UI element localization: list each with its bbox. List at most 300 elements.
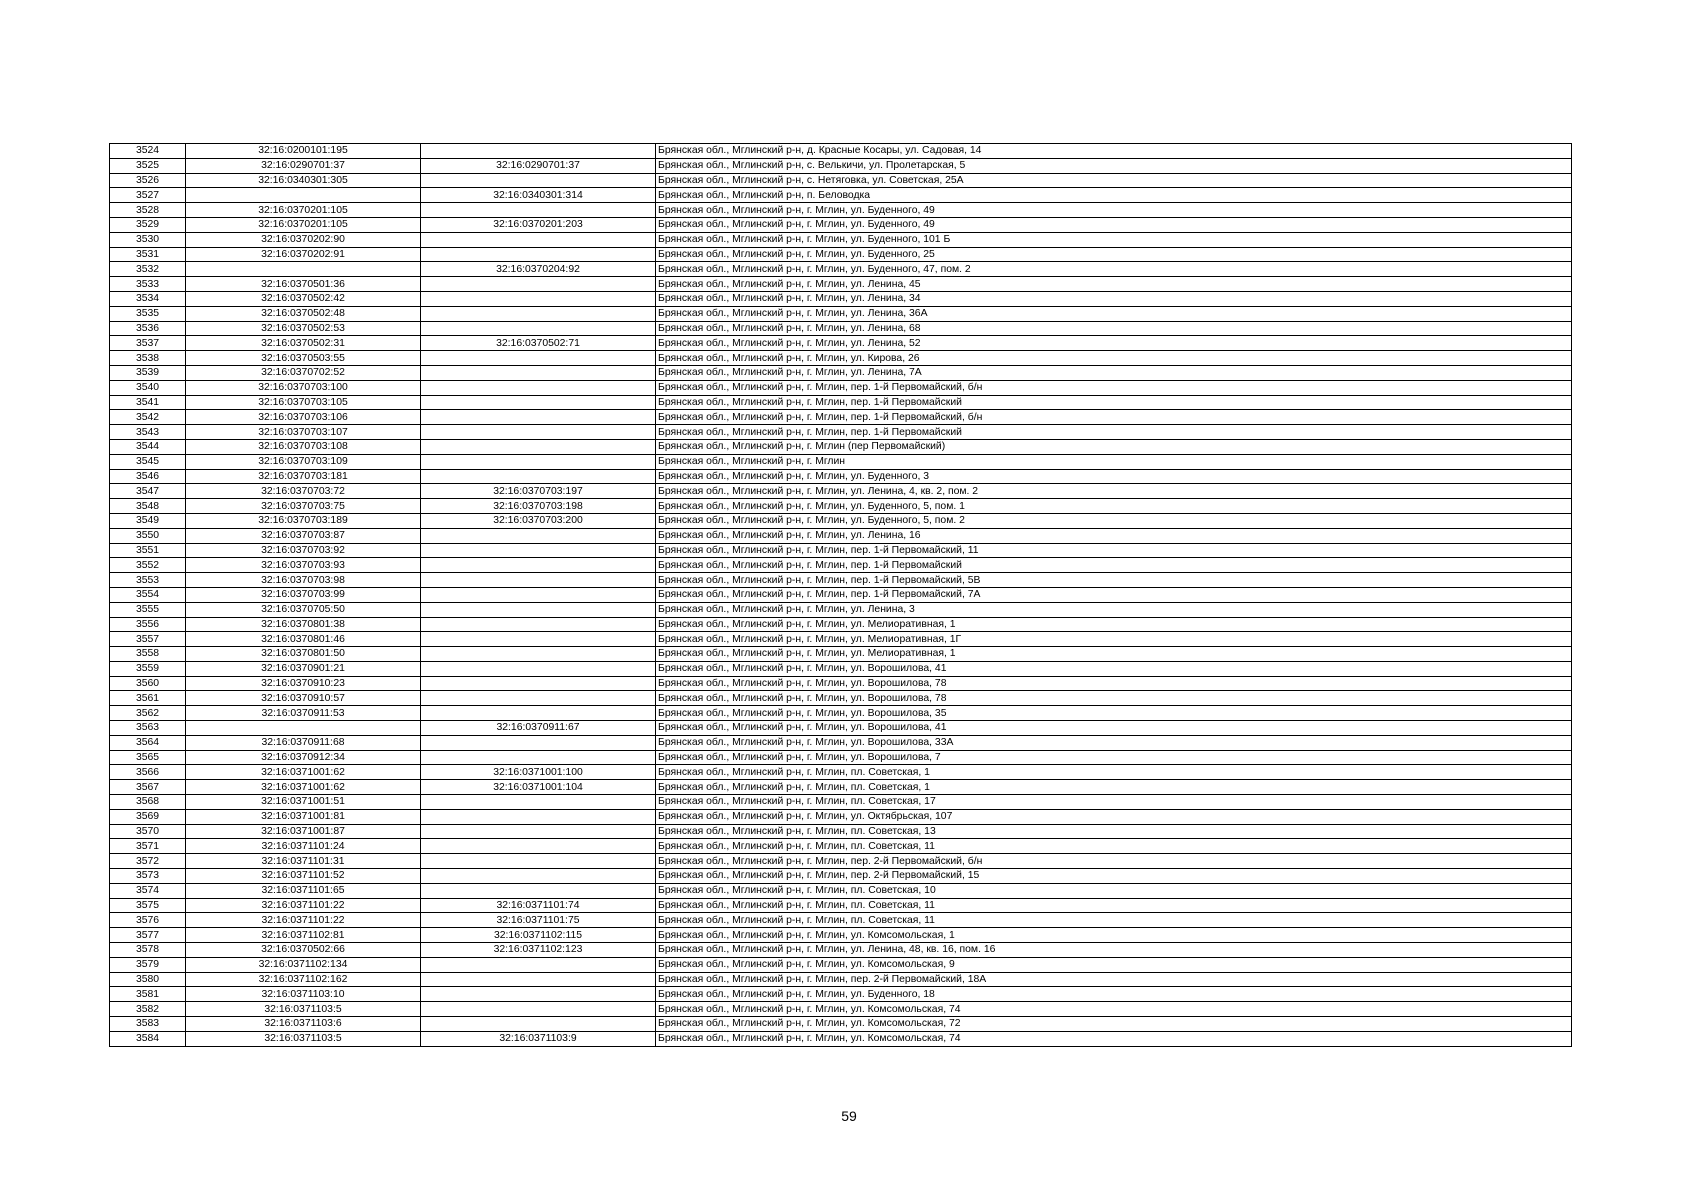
cadastral-number-cell: 32:16:0370801:38: [186, 617, 421, 632]
table-row: [110, 691, 1572, 706]
related-cadastral-number-cell: 32:16:0370703:197: [421, 484, 656, 499]
address-cell: Брянская обл., Мглинский р-н, г. Мглин, ул. Буденного, 18: [656, 987, 1572, 1002]
cadastral-number-cell: 32:16:0371102:162: [186, 972, 421, 987]
cadastral-number-cell: 32:16:0370202:91: [186, 247, 421, 262]
address-cell: Брянская обл., Мглинский р-н, г. Мглин, ул. Ленина, 16: [656, 528, 1572, 543]
related-cadastral-number-cell: [421, 528, 656, 543]
cadastral-number-cell: 32:16:0370201:105: [186, 217, 421, 232]
related-cadastral-number-cell: [421, 291, 656, 306]
cadastral-number-cell: 32:16:0371102:81: [186, 928, 421, 943]
related-cadastral-number-cell: [421, 173, 656, 188]
related-cadastral-number-cell: [421, 972, 656, 987]
related-cadastral-number-cell: [421, 1017, 656, 1032]
row-number-cell: 3532: [110, 262, 186, 277]
related-cadastral-number-cell: [421, 632, 656, 647]
table-row: [110, 454, 1572, 469]
related-cadastral-number-cell: [421, 277, 656, 292]
table-row: [110, 587, 1572, 602]
related-cadastral-number-cell: [421, 232, 656, 247]
cadastral-number-cell: [186, 262, 421, 277]
address-cell: Брянская обл., Мглинский р-н, г. Мглин, пер. 1-й Первомайский, 5В: [656, 573, 1572, 588]
row-number-cell: 3576: [110, 913, 186, 928]
related-cadastral-number-cell: [421, 454, 656, 469]
address-cell: Брянская обл., Мглинский р-н, г. Мглин, пер. 1-й Первомайский: [656, 425, 1572, 440]
row-number-cell: 3558: [110, 647, 186, 662]
row-number-cell: 3564: [110, 735, 186, 750]
row-number-cell: 3584: [110, 1031, 186, 1046]
related-cadastral-number-cell: 32:16:0371102:123: [421, 943, 656, 958]
row-number-cell: 3562: [110, 706, 186, 721]
related-cadastral-number-cell: 32:16:0290701:37: [421, 158, 656, 173]
table-row: [110, 484, 1572, 499]
related-cadastral-number-cell: [421, 543, 656, 558]
related-cadastral-number-cell: [421, 839, 656, 854]
cadastral-number-cell: 32:16:0371001:81: [186, 809, 421, 824]
cadastral-number-cell: 32:16:0370801:46: [186, 632, 421, 647]
row-number-cell: 3571: [110, 839, 186, 854]
table-row: [110, 558, 1572, 573]
address-cell: Брянская обл., Мглинский р-н, г. Мглин, ул. Ленина, 45: [656, 277, 1572, 292]
cadastral-number-cell: 32:16:0370502:31: [186, 336, 421, 351]
cadastral-number-cell: 32:16:0371001:62: [186, 780, 421, 795]
address-cell: Брянская обл., Мглинский р-н, г. Мглин, пер. 2-й Первомайский, б/н: [656, 854, 1572, 869]
table-row: [110, 721, 1572, 736]
row-number-cell: 3540: [110, 380, 186, 395]
cadastral-number-cell: 32:16:0370501:36: [186, 277, 421, 292]
table-row: [110, 632, 1572, 647]
row-number-cell: 3549: [110, 513, 186, 528]
related-cadastral-number-cell: [421, 617, 656, 632]
table-row: [110, 365, 1572, 380]
address-cell: Брянская обл., Мглинский р-н, г. Мглин, ул. Буденного, 49: [656, 203, 1572, 218]
table-row: [110, 913, 1572, 928]
address-cell: Брянская обл., Мглинский р-н, с. Нетяговка, ул. Советская, 25А: [656, 173, 1572, 188]
related-cadastral-number-cell: 32:16:0371001:100: [421, 765, 656, 780]
table-row: [110, 380, 1572, 395]
cadastral-number-cell: 32:16:0370703:109: [186, 454, 421, 469]
related-cadastral-number-cell: [421, 321, 656, 336]
related-cadastral-number-cell: [421, 1002, 656, 1017]
cadastral-number-cell: 32:16:0371101:31: [186, 854, 421, 869]
cadastral-number-cell: 32:16:0370703:75: [186, 499, 421, 514]
cadastral-number-cell: 32:16:0370202:90: [186, 232, 421, 247]
row-number-cell: 3535: [110, 306, 186, 321]
row-number-cell: 3553: [110, 573, 186, 588]
related-cadastral-number-cell: [421, 351, 656, 366]
cadastral-number-cell: 32:16:0370703:107: [186, 425, 421, 440]
address-cell: Брянская обл., Мглинский р-н, п. Беловодка: [656, 188, 1572, 203]
related-cadastral-number-cell: 32:16:0370502:71: [421, 336, 656, 351]
related-cadastral-number-cell: 32:16:0370204:92: [421, 262, 656, 277]
related-cadastral-number-cell: 32:16:0370201:203: [421, 217, 656, 232]
row-number-cell: 3580: [110, 972, 186, 987]
row-number-cell: 3557: [110, 632, 186, 647]
row-number-cell: 3542: [110, 410, 186, 425]
table-row: [110, 203, 1572, 218]
table-row: [110, 321, 1572, 336]
related-cadastral-number-cell: [421, 439, 656, 454]
table-row: [110, 943, 1572, 958]
related-cadastral-number-cell: [421, 957, 656, 972]
cadastral-number-cell: 32:16:0371103:10: [186, 987, 421, 1002]
table-row: [110, 247, 1572, 262]
related-cadastral-number-cell: [421, 869, 656, 884]
cadastral-number-cell: 32:16:0370703:98: [186, 573, 421, 588]
table-row: [110, 928, 1572, 943]
table-row: [110, 883, 1572, 898]
row-number-cell: 3579: [110, 957, 186, 972]
table-row: [110, 188, 1572, 203]
table-row: [110, 809, 1572, 824]
row-number-cell: 3527: [110, 188, 186, 203]
table-row: [110, 839, 1572, 854]
address-cell: Брянская обл., Мглинский р-н, г. Мглин, пер. 2-й Первомайский, 15: [656, 869, 1572, 884]
address-cell: Брянская обл., Мглинский р-н, г. Мглин, пл. Советская, 1: [656, 780, 1572, 795]
table-row: [110, 824, 1572, 839]
related-cadastral-number-cell: [421, 425, 656, 440]
address-cell: Брянская обл., Мглинский р-н, г. Мглин, ул. Буденного, 101 Б: [656, 232, 1572, 247]
row-number-cell: 3559: [110, 661, 186, 676]
cadastral-number-cell: 32:16:0371001:62: [186, 765, 421, 780]
table-row: [110, 780, 1572, 795]
cadastral-number-cell: 32:16:0370911:53: [186, 706, 421, 721]
table-row: [110, 306, 1572, 321]
related-cadastral-number-cell: [421, 809, 656, 824]
cadastral-number-cell: 32:16:0370502:66: [186, 943, 421, 958]
address-cell: Брянская обл., Мглинский р-н, г. Мглин, пл. Советская, 10: [656, 883, 1572, 898]
related-cadastral-number-cell: [421, 661, 656, 676]
address-cell: Брянская обл., Мглинский р-н, г. Мглин, ул. Буденного, 49: [656, 217, 1572, 232]
related-cadastral-number-cell: [421, 144, 656, 159]
related-cadastral-number-cell: [421, 795, 656, 810]
address-cell: Брянская обл., Мглинский р-н, г. Мглин, ул. Ворошилова, 33А: [656, 735, 1572, 750]
table-row: [110, 898, 1572, 913]
related-cadastral-number-cell: [421, 469, 656, 484]
table-row: [110, 869, 1572, 884]
table-row: [110, 425, 1572, 440]
table-row: [110, 765, 1572, 780]
address-cell: Брянская обл., Мглинский р-н, г. Мглин, ул. Ленина, 68: [656, 321, 1572, 336]
row-number-cell: 3574: [110, 883, 186, 898]
address-cell: Брянская обл., Мглинский р-н, г. Мглин, ул. Мелиоративная, 1: [656, 617, 1572, 632]
row-number-cell: 3556: [110, 617, 186, 632]
cadastral-number-cell: 32:16:0371101:24: [186, 839, 421, 854]
address-cell: Брянская обл., Мглинский р-н, г. Мглин, ул. Комсомольская, 1: [656, 928, 1572, 943]
row-number-cell: 3539: [110, 365, 186, 380]
table-row: [110, 513, 1572, 528]
row-number-cell: 3530: [110, 232, 186, 247]
row-number-cell: 3551: [110, 543, 186, 558]
related-cadastral-number-cell: [421, 573, 656, 588]
table-row: [110, 972, 1572, 987]
cadastral-number-cell: 32:16:0370703:100: [186, 380, 421, 395]
table-row: [110, 144, 1572, 159]
cadastral-number-cell: 32:16:0371101:52: [186, 869, 421, 884]
related-cadastral-number-cell: [421, 306, 656, 321]
cadastral-number-cell: 32:16:0370702:52: [186, 365, 421, 380]
address-cell: Брянская обл., Мглинский р-н, г. Мглин, ул. Октябрьская, 107: [656, 809, 1572, 824]
related-cadastral-number-cell: [421, 395, 656, 410]
related-cadastral-number-cell: 32:16:0371001:104: [421, 780, 656, 795]
table-row: [110, 957, 1572, 972]
cadastral-number-cell: 32:16:0370703:92: [186, 543, 421, 558]
row-number-cell: 3573: [110, 869, 186, 884]
address-cell: Брянская обл., Мглинский р-н, г. Мглин, ул. Ворошилова, 41: [656, 661, 1572, 676]
related-cadastral-number-cell: [421, 247, 656, 262]
row-number-cell: 3537: [110, 336, 186, 351]
page-number: 59: [841, 1108, 857, 1124]
table-row: [110, 351, 1572, 366]
related-cadastral-number-cell: [421, 587, 656, 602]
table-row: [110, 232, 1572, 247]
cadastral-number-cell: 32:16:0371102:134: [186, 957, 421, 972]
table-row: [110, 262, 1572, 277]
table-row: [110, 469, 1572, 484]
cadastral-number-cell: 32:16:0290701:37: [186, 158, 421, 173]
cadastral-number-cell: 32:16:0370703:93: [186, 558, 421, 573]
row-number-cell: 3552: [110, 558, 186, 573]
row-number-cell: 3581: [110, 987, 186, 1002]
address-cell: Брянская обл., Мглинский р-н, г. Мглин, пер. 1-й Первомайский: [656, 395, 1572, 410]
related-cadastral-number-cell: [421, 735, 656, 750]
cadastral-number-cell: 32:16:0370911:68: [186, 735, 421, 750]
row-number-cell: 3570: [110, 824, 186, 839]
row-number-cell: 3578: [110, 943, 186, 958]
related-cadastral-number-cell: [421, 203, 656, 218]
cadastral-number-cell: 32:16:0370801:50: [186, 647, 421, 662]
table-row: [110, 410, 1572, 425]
cadastral-number-cell: 32:16:0370703:87: [186, 528, 421, 543]
related-cadastral-number-cell: 32:16:0340301:314: [421, 188, 656, 203]
row-number-cell: 3560: [110, 676, 186, 691]
address-cell: Брянская обл., Мглинский р-н, г. Мглин, ул. Мелиоративная, 1: [656, 647, 1572, 662]
table-row: [110, 217, 1572, 232]
row-number-cell: 3555: [110, 602, 186, 617]
related-cadastral-number-cell: [421, 558, 656, 573]
cadastral-number-cell: 32:16:0370705:50: [186, 602, 421, 617]
row-number-cell: 3550: [110, 528, 186, 543]
row-number-cell: 3543: [110, 425, 186, 440]
row-number-cell: 3567: [110, 780, 186, 795]
row-number-cell: 3526: [110, 173, 186, 188]
row-number-cell: 3563: [110, 721, 186, 736]
address-cell: Брянская обл., Мглинский р-н, г. Мглин, пл. Советская, 13: [656, 824, 1572, 839]
table-row: [110, 706, 1572, 721]
address-cell: Брянская обл., Мглинский р-н, г. Мглин, ул. Ворошилова, 78: [656, 676, 1572, 691]
row-number-cell: 3569: [110, 809, 186, 824]
address-cell: Брянская обл., Мглинский р-н, г. Мглин, ул. Комсомольская, 72: [656, 1017, 1572, 1032]
address-cell: Брянская обл., Мглинский р-н, г. Мглин, пер. 1-й Первомайский, 11: [656, 543, 1572, 558]
cadastral-number-cell: 32:16:0370503:55: [186, 351, 421, 366]
table-row: [110, 291, 1572, 306]
related-cadastral-number-cell: 32:16:0371101:75: [421, 913, 656, 928]
table-row: [110, 277, 1572, 292]
address-cell: Брянская обл., Мглинский р-н, г. Мглин, ул. Ворошилова, 41: [656, 721, 1572, 736]
row-number-cell: 3528: [110, 203, 186, 218]
table-row: [110, 795, 1572, 810]
table-row: [110, 573, 1572, 588]
address-cell: Брянская обл., Мглинский р-н, г. Мглин, ул. Ленина, 3: [656, 602, 1572, 617]
table-row: [110, 158, 1572, 173]
cadastral-number-cell: 32:16:0370502:42: [186, 291, 421, 306]
cadastral-number-cell: 32:16:0370502:53: [186, 321, 421, 336]
related-cadastral-number-cell: [421, 750, 656, 765]
cadastral-number-cell: 32:16:0370703:189: [186, 513, 421, 528]
address-cell: Брянская обл., Мглинский р-н, г. Мглин, ул. Комсомольская, 74: [656, 1031, 1572, 1046]
table-row: [110, 676, 1572, 691]
related-cadastral-number-cell: [421, 676, 656, 691]
address-cell: Брянская обл., Мглинский р-н, г. Мглин, ул. Ленина, 4, кв. 2, пом. 2: [656, 484, 1572, 499]
row-number-cell: 3541: [110, 395, 186, 410]
row-number-cell: 3534: [110, 291, 186, 306]
row-number-cell: 3536: [110, 321, 186, 336]
related-cadastral-number-cell: [421, 410, 656, 425]
address-cell: Брянская обл., Мглинский р-н, г. Мглин, ул. Ленина, 34: [656, 291, 1572, 306]
address-cell: Брянская обл., Мглинский р-н, г. Мглин, пл. Советская, 1: [656, 765, 1572, 780]
cadastral-number-cell: 32:16:0370703:99: [186, 587, 421, 602]
address-cell: Брянская обл., Мглинский р-н, г. Мглин, ул. Буденного, 5, пом. 1: [656, 499, 1572, 514]
cadastral-number-cell: 32:16:0371103:6: [186, 1017, 421, 1032]
table-row: [110, 617, 1572, 632]
registry-table: [109, 143, 1572, 1047]
address-cell: Брянская обл., Мглинский р-н, с. Велькичи, ул. Пролетарская, 5: [656, 158, 1572, 173]
cadastral-number-cell: [186, 721, 421, 736]
address-cell: Брянская обл., Мглинский р-н, г. Мглин, пл. Советская, 11: [656, 898, 1572, 913]
row-number-cell: 3525: [110, 158, 186, 173]
cadastral-number-cell: 32:16:0370703:105: [186, 395, 421, 410]
address-cell: Брянская обл., Мглинский р-н, г. Мглин, ул. Буденного, 47, пом. 2: [656, 262, 1572, 277]
address-cell: Брянская обл., Мглинский р-н, г. Мглин, ул. Буденного, 3: [656, 469, 1572, 484]
cadastral-number-cell: 32:16:0370502:48: [186, 306, 421, 321]
row-number-cell: 3538: [110, 351, 186, 366]
address-cell: Брянская обл., Мглинский р-н, г. Мглин, ул. Ленина, 7А: [656, 365, 1572, 380]
table-row: [110, 735, 1572, 750]
cadastral-number-cell: 32:16:0370703:108: [186, 439, 421, 454]
cadastral-number-cell: 32:16:0371101:65: [186, 883, 421, 898]
related-cadastral-number-cell: [421, 883, 656, 898]
address-cell: Брянская обл., Мглинский р-н, г. Мглин, пер. 1-й Первомайский, 7А: [656, 587, 1572, 602]
cadastral-number-cell: 32:16:0371101:22: [186, 913, 421, 928]
row-number-cell: 3546: [110, 469, 186, 484]
table-row: [110, 173, 1572, 188]
cadastral-number-cell: 32:16:0371001:51: [186, 795, 421, 810]
address-cell: Брянская обл., Мглинский р-н, г. Мглин (пер Первомайский): [656, 439, 1572, 454]
address-cell: Брянская обл., Мглинский р-н, г. Мглин, ул. Кирова, 26: [656, 351, 1572, 366]
cadastral-number-cell: 32:16:0200101:195: [186, 144, 421, 159]
cadastral-number-cell: 32:16:0370201:105: [186, 203, 421, 218]
table-row: [110, 647, 1572, 662]
registry-table-body: [110, 144, 1572, 1047]
address-cell: Брянская обл., Мглинский р-н, г. Мглин, пл. Советская, 11: [656, 913, 1572, 928]
cadastral-number-cell: 32:16:0340301:305: [186, 173, 421, 188]
row-number-cell: 3529: [110, 217, 186, 232]
cadastral-number-cell: 32:16:0370703:181: [186, 469, 421, 484]
row-number-cell: 3531: [110, 247, 186, 262]
related-cadastral-number-cell: [421, 380, 656, 395]
address-cell: Брянская обл., Мглинский р-н, г. Мглин, пер. 2-й Первомайский, 18А: [656, 972, 1572, 987]
address-cell: Брянская обл., Мглинский р-н, д. Красные Косары, ул. Садовая, 14: [656, 144, 1572, 159]
related-cadastral-number-cell: [421, 706, 656, 721]
row-number-cell: 3572: [110, 854, 186, 869]
related-cadastral-number-cell: [421, 824, 656, 839]
row-number-cell: 3561: [110, 691, 186, 706]
related-cadastral-number-cell: [421, 854, 656, 869]
cadastral-number-cell: 32:16:0371103:5: [186, 1031, 421, 1046]
cadastral-number-cell: 32:16:0370910:23: [186, 676, 421, 691]
address-cell: Брянская обл., Мглинский р-н, г. Мглин, пер. 1-й Первомайский, б/н: [656, 410, 1572, 425]
address-cell: Брянская обл., Мглинский р-н, г. Мглин, ул. Ворошилова, 35: [656, 706, 1572, 721]
cadastral-number-cell: 32:16:0371101:22: [186, 898, 421, 913]
address-cell: Брянская обл., Мглинский р-н, г. Мглин, ул. Ворошилова, 78: [656, 691, 1572, 706]
address-cell: Брянская обл., Мглинский р-н, г. Мглин, ул. Ленина, 52: [656, 336, 1572, 351]
row-number-cell: 3533: [110, 277, 186, 292]
address-cell: Брянская обл., Мглинский р-н, г. Мглин: [656, 454, 1572, 469]
row-number-cell: 3565: [110, 750, 186, 765]
address-cell: Брянская обл., Мглинский р-н, г. Мглин, пл. Советская, 17: [656, 795, 1572, 810]
row-number-cell: 3524: [110, 144, 186, 159]
table-row: [110, 1002, 1572, 1017]
related-cadastral-number-cell: 32:16:0370911:67: [421, 721, 656, 736]
cadastral-number-cell: 32:16:0370901:21: [186, 661, 421, 676]
cadastral-number-cell: 32:16:0371001:87: [186, 824, 421, 839]
table-row: [110, 528, 1572, 543]
address-cell: Брянская обл., Мглинский р-н, г. Мглин, ул. Мелиоративная, 1Г: [656, 632, 1572, 647]
row-number-cell: 3554: [110, 587, 186, 602]
related-cadastral-number-cell: [421, 365, 656, 380]
address-cell: Брянская обл., Мглинский р-н, г. Мглин, ул. Буденного, 25: [656, 247, 1572, 262]
row-number-cell: 3548: [110, 499, 186, 514]
related-cadastral-number-cell: [421, 987, 656, 1002]
row-number-cell: 3566: [110, 765, 186, 780]
related-cadastral-number-cell: [421, 647, 656, 662]
cadastral-number-cell: 32:16:0370703:106: [186, 410, 421, 425]
table-row: [110, 499, 1572, 514]
row-number-cell: 3544: [110, 439, 186, 454]
row-number-cell: 3568: [110, 795, 186, 810]
table-row: [110, 661, 1572, 676]
row-number-cell: 3582: [110, 1002, 186, 1017]
row-number-cell: 3575: [110, 898, 186, 913]
table-row: [110, 987, 1572, 1002]
related-cadastral-number-cell: 32:16:0370703:200: [421, 513, 656, 528]
cadastral-number-cell: 32:16:0370910:57: [186, 691, 421, 706]
address-cell: Брянская обл., Мглинский р-н, г. Мглин, ул. Ворошилова, 7: [656, 750, 1572, 765]
address-cell: Брянская обл., Мглинский р-н, г. Мглин, ул. Буденного, 5, пом. 2: [656, 513, 1572, 528]
address-cell: Брянская обл., Мглинский р-н, г. Мглин, ул. Ленина, 36А: [656, 306, 1572, 321]
address-cell: Брянская обл., Мглинский р-н, г. Мглин, ул. Комсомольская, 74: [656, 1002, 1572, 1017]
row-number-cell: 3577: [110, 928, 186, 943]
cadastral-number-cell: 32:16:0371103:5: [186, 1002, 421, 1017]
table-row: [110, 854, 1572, 869]
related-cadastral-number-cell: [421, 691, 656, 706]
row-number-cell: 3583: [110, 1017, 186, 1032]
table-row: [110, 336, 1572, 351]
table-row: [110, 439, 1572, 454]
related-cadastral-number-cell: 32:16:0371101:74: [421, 898, 656, 913]
table-row: [110, 395, 1572, 410]
table-row: [110, 543, 1572, 558]
address-cell: Брянская обл., Мглинский р-н, г. Мглин, пер. 1-й Первомайский: [656, 558, 1572, 573]
address-cell: Брянская обл., Мглинский р-н, г. Мглин, ул. Комсомольская, 9: [656, 957, 1572, 972]
table-row: [110, 602, 1572, 617]
table-row: [110, 1031, 1572, 1046]
row-number-cell: 3545: [110, 454, 186, 469]
table-row: [110, 1017, 1572, 1032]
cadastral-number-cell: 32:16:0370703:72: [186, 484, 421, 499]
cadastral-number-cell: [186, 188, 421, 203]
address-cell: Брянская обл., Мглинский р-н, г. Мглин, пер. 1-й Первомайский, б/н: [656, 380, 1572, 395]
related-cadastral-number-cell: 32:16:0371103:9: [421, 1031, 656, 1046]
